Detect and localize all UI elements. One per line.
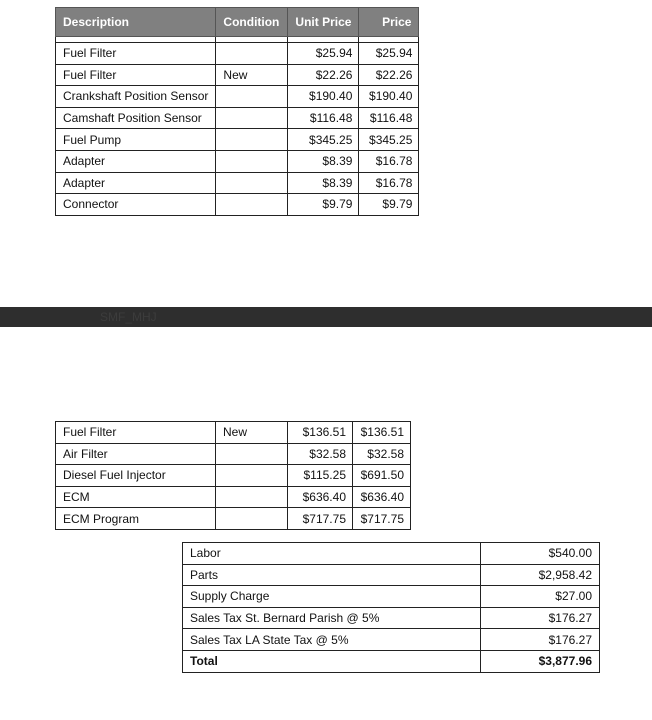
cell-condition xyxy=(216,465,288,487)
summary-amount: $27.00 xyxy=(481,586,600,608)
cell-unit-price: $115.25 xyxy=(288,465,353,487)
table-row xyxy=(56,172,419,194)
cell-description: Diesel Fuel Injector xyxy=(56,465,216,487)
cell-description: Camshaft Position Sensor xyxy=(56,107,216,129)
header-description: Description xyxy=(56,8,216,37)
summary-label: Sales Tax LA State Tax @ 5% xyxy=(183,629,481,651)
summary-row xyxy=(183,586,600,608)
cell-description: Fuel Filter xyxy=(56,422,216,444)
summary-row xyxy=(183,564,600,586)
table-row xyxy=(56,43,419,65)
summary-amount: $176.27 xyxy=(481,629,600,651)
table-header-row xyxy=(56,8,419,37)
cell-unit-price: $717.75 xyxy=(288,508,353,530)
cell-description: ECM Program xyxy=(56,508,216,530)
summary-amount: $540.00 xyxy=(481,543,600,565)
cell-description: Adapter xyxy=(56,150,216,172)
table-row xyxy=(56,129,419,151)
table-row xyxy=(56,422,411,444)
table-row xyxy=(56,465,411,487)
summary-label: Parts xyxy=(183,564,481,586)
cell-description: Crankshaft Position Sensor xyxy=(56,86,216,108)
cell-description: Fuel Pump xyxy=(56,129,216,151)
page-break-bar xyxy=(0,307,652,327)
cell-unit-price: $32.58 xyxy=(288,443,353,465)
header-condition: Condition xyxy=(216,8,288,37)
cell-description: Air Filter xyxy=(56,443,216,465)
page-break-text: SMF_MHJ xyxy=(100,310,157,324)
table-row xyxy=(56,486,411,508)
cell-condition: New xyxy=(216,64,288,86)
cell-unit-price: $116.48 xyxy=(288,107,359,129)
cell-price: $136.51 xyxy=(353,422,411,444)
summary-label: Labor xyxy=(183,543,481,565)
cell-price: $190.40 xyxy=(359,86,419,108)
cell-condition xyxy=(216,194,288,216)
summary-amount: $176.27 xyxy=(481,607,600,629)
cell-description: Connector xyxy=(56,194,216,216)
cell-price: $25.94 xyxy=(359,43,419,65)
cell-condition xyxy=(216,43,288,65)
cell-unit-price: $636.40 xyxy=(288,486,353,508)
cell-unit-price: $9.79 xyxy=(288,194,359,216)
cell-description: Fuel Filter xyxy=(56,43,216,65)
invoice-summary-table xyxy=(182,542,600,673)
summary-row xyxy=(183,607,600,629)
cell-unit-price: $22.26 xyxy=(288,64,359,86)
cell-price: $691.50 xyxy=(353,465,411,487)
summary-total-row xyxy=(183,650,600,672)
cell-price: $32.58 xyxy=(353,443,411,465)
summary-label: Supply Charge xyxy=(183,586,481,608)
summary-label: Sales Tax St. Bernard Parish @ 5% xyxy=(183,607,481,629)
cell-price: $636.40 xyxy=(353,486,411,508)
cell-condition xyxy=(216,129,288,151)
summary-row xyxy=(183,543,600,565)
cell-condition xyxy=(216,86,288,108)
table-row xyxy=(56,107,419,129)
cell-condition xyxy=(216,172,288,194)
table-row xyxy=(56,443,411,465)
table-row xyxy=(56,150,419,172)
cell-unit-price: $190.40 xyxy=(288,86,359,108)
summary-label: Total xyxy=(183,650,481,672)
cell-unit-price: $136.51 xyxy=(288,422,353,444)
cell-description: Adapter xyxy=(56,172,216,194)
cell-price: $16.78 xyxy=(359,172,419,194)
cell-unit-price: $345.25 xyxy=(288,129,359,151)
cell-description: ECM xyxy=(56,486,216,508)
cell-condition: New xyxy=(216,422,288,444)
table-row xyxy=(56,86,419,108)
cell-condition xyxy=(216,107,288,129)
summary-row xyxy=(183,629,600,651)
summary-amount: $3,877.96 xyxy=(481,650,600,672)
cell-condition xyxy=(216,150,288,172)
table-row xyxy=(56,64,419,86)
cell-unit-price: $25.94 xyxy=(288,43,359,65)
summary-amount: $2,958.42 xyxy=(481,564,600,586)
header-unit-price: Unit Price xyxy=(288,8,359,37)
table-row xyxy=(56,194,419,216)
cell-description: Fuel Filter xyxy=(56,64,216,86)
cell-condition xyxy=(216,443,288,465)
cell-price: $345.25 xyxy=(359,129,419,151)
cell-condition xyxy=(216,486,288,508)
table-row xyxy=(56,508,411,530)
cell-price: $16.78 xyxy=(359,150,419,172)
parts-table-continued xyxy=(55,421,411,530)
header-price: Price xyxy=(359,8,419,37)
cell-price: $22.26 xyxy=(359,64,419,86)
cell-condition xyxy=(216,508,288,530)
cell-unit-price: $8.39 xyxy=(288,172,359,194)
cell-price: $9.79 xyxy=(359,194,419,216)
cell-price: $717.75 xyxy=(353,508,411,530)
cell-price: $116.48 xyxy=(359,107,419,129)
cell-unit-price: $8.39 xyxy=(288,150,359,172)
parts-table xyxy=(55,7,419,216)
